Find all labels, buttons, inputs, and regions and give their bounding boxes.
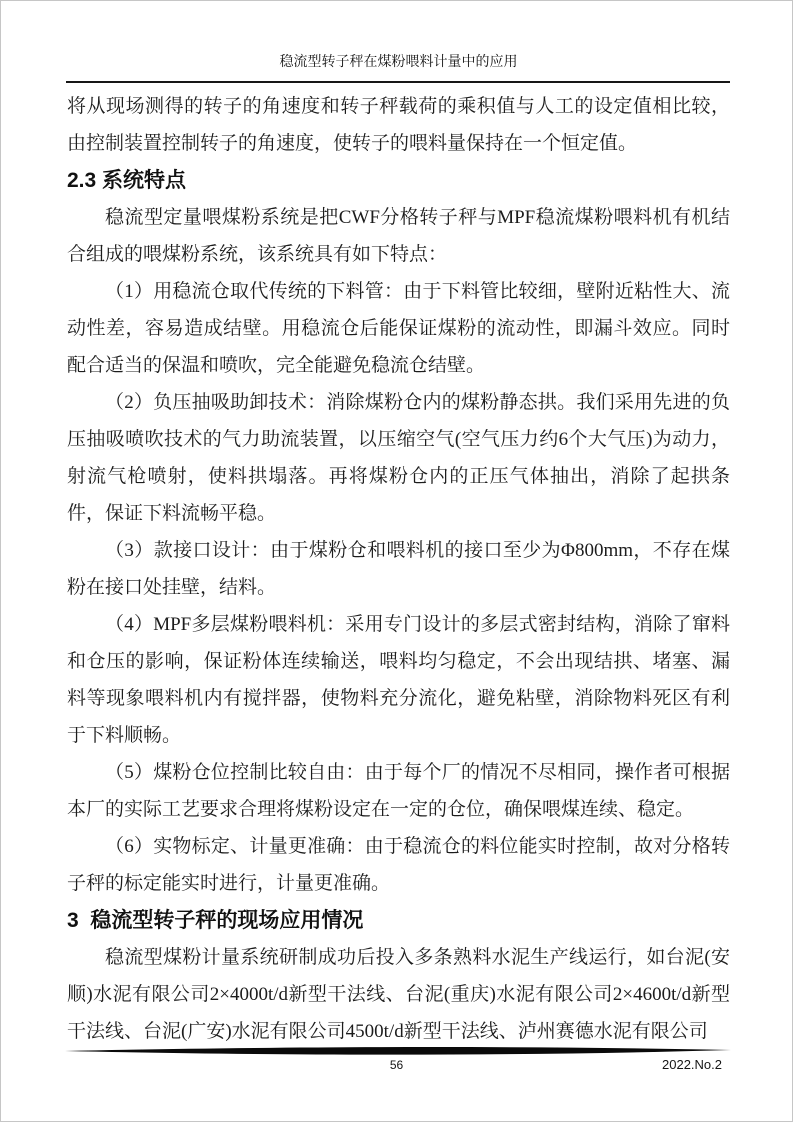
feature-item-4: （4）MPF多层煤粉喂料机：采用专门设计的多层式密封结构，消除了窜料和仓压的影响，保证粉体连续输送，喂料均匀稳定，不会出现结拱、堵塞、漏料等现象喂料机内有搅拌器，使物料充分流化，避免粘壁，消除物料死区有利于下料顺畅。 (67, 614, 730, 746)
running-header-title: 稳流型转子秤在煤粉喂料计量中的应用 (279, 55, 518, 70)
feature-item-3: （3）款接口设计：由于煤粉仓和喂料机的接口至少为Φ800mm，不存在煤粉在接口处挂壁，结料。 (67, 540, 730, 598)
paragraph-overview: 稳流型定量喂煤粉系统是把CWF分格转子秤与MPF稳流煤粉喂料机有机结合组成的喂煤粉系统，该系统具有如下特点： (67, 207, 730, 265)
header-rule (66, 81, 730, 83)
paragraph-continuation: 将从现场测得的转子的角速度和转子秤载荷的乘积值与人工的设定值相比较，由控制装置控制转子的角速度，使转子的喂料量保持在一个恒定值。 (67, 96, 730, 154)
feature-item-2: （2）负压抽吸助卸技术：消除煤粉仓内的煤粉静态拱。我们采用先进的负压抽吸喷吹技术的气力助流装置，以压缩空气(空气压力约6个大气压)为动力，射流气枪喷射，使料拱塌落。再将煤粉仓内的正压气体抽出，消除了起拱条件，保证下料流畅平稳。 (67, 392, 730, 524)
footer-page-number: 56 (389, 1058, 404, 1072)
feature-item-1: （1）用稳流仓取代传统的下料管：由于下料管比较细，壁附近粘性大、流动性差，容易造成结壁。用稳流仓后能保证煤粉的流动性，即漏斗效应。同时配合适当的保温和喷吹，完全能避免稳流仓结壁。 (67, 281, 730, 376)
feature-item-6: （6）实物标定、计量更准确：由于稳流仓的料位能实时控制，故对分格转子秤的标定能实时进行，计量更准确。 (67, 836, 730, 894)
article-body (67, 88, 730, 1050)
paragraph-applications: 稳流型煤粉计量系统研制成功后投入多条熟料水泥生产线运行，如台泥(安顺)水泥有限公司2×4000t/d新型干法线、台泥(重庆)水泥有限公司2×4600t/d新型干法线、台泥(广安)水泥有限公司4500t/d新型干法线、泸州赛德水泥有限公司 (67, 947, 730, 1042)
feature-item-5: （5）煤粉仓位控制比较自由：由于每个厂的情况不尽相同，操作者可根据本厂的实际工艺要求合理将煤粉设定在一定的仓位，确保喂煤连续、稳定。 (67, 762, 730, 820)
section-heading-2-3: 2.3 系统特点 (67, 169, 187, 192)
section-heading-3: 3 稳流型转子秤的现场应用情况 (67, 909, 364, 932)
footer-issue-label: 2022.No.2 (662, 1057, 722, 1072)
footer-divider-bar (65, 1046, 731, 1056)
